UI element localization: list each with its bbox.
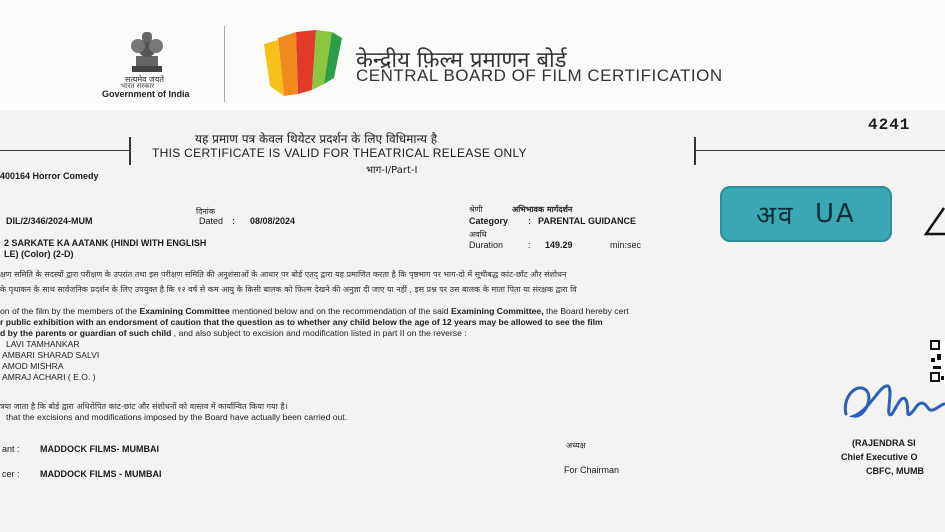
para-text: on of the film by the members of the xyxy=(0,306,140,316)
committee-member: AMBARI SHARAD SALVI xyxy=(2,350,100,360)
applicant-label: ant : xyxy=(2,444,20,454)
paragraph-english-line3 xyxy=(0,328,467,338)
signatory-office: CBFC, MUMB xyxy=(866,466,924,476)
part-label: भाग-I/Part-I xyxy=(366,165,418,176)
category-colon: : xyxy=(528,216,531,226)
film-title-line1: 2 SARKATE KA AATANK (HINDI WITH ENGLISH xyxy=(4,238,207,248)
dated-value: 08/08/2024 xyxy=(250,216,296,226)
dated-hindi-label: दिनांक xyxy=(196,207,215,216)
para-bold: Examining Committee, xyxy=(450,306,544,316)
duration-unit: min:sec xyxy=(610,240,642,250)
excision-english: that the excisions and modifications imposed by the Board have actually been carried out. xyxy=(6,412,348,422)
validity-hindi: यह प्रमाण पत्र केवल थियेटर प्रदर्शन के लिए विधिमान्य है xyxy=(195,132,438,146)
excision-hindi: त्रया जाता है कि बोर्ड द्वारा अधिरोपित कांट-छांट और संशोधनों को वास्तव में कार्यान्वित किया गया है। xyxy=(0,402,288,411)
committee-member: AMOD MISHRA xyxy=(2,361,64,371)
producer-label: cer : xyxy=(2,469,20,479)
government-label: Government of India xyxy=(102,89,190,99)
national-emblem-icon xyxy=(118,26,176,78)
para-text: mentioned below and on the recommendation of the said xyxy=(229,306,451,316)
applicant-value: MADDOCK FILMS- MUMBAI xyxy=(40,444,159,454)
film-title-line2: LE) (Color) (2-D) xyxy=(4,249,74,259)
header-divider xyxy=(224,26,225,102)
para-bold: Examining Committee xyxy=(139,306,230,316)
para-text: the Board hereby cert xyxy=(543,306,629,316)
org-name-hindi: केन्द्रीय फ़िल्म प्रमाणन बोर्ड xyxy=(356,48,567,73)
para-text: , and also subject to excision and modification listed in part II on the reverse : xyxy=(171,328,467,338)
chairman-hindi: अध्यक्ष xyxy=(566,441,586,450)
cbfc-logo-icon xyxy=(262,28,344,98)
rating-hindi: अव xyxy=(756,201,795,231)
duration-value: 149.29 xyxy=(545,240,573,250)
rating-english: UA xyxy=(815,199,856,229)
paragraph-hindi-1: क्षण समिति के सदस्यों द्वारा परीक्षण के उपरांत तथा इस परीक्षण समिति की अनुशंसाओं के आधार पर बोर्ड एतद् द्वारा यह प्रमाणित करता है कि पृष्ठभाग पर भाग-दो में सूचीबद्ध कांट-छाँट और संशोधन xyxy=(0,270,567,279)
category-hindi-value: अभिभावक मार्गदर्शन xyxy=(512,205,573,214)
emblem-motto: सत्यमेव जयते xyxy=(125,75,164,84)
chairman-english: For Chairman xyxy=(564,465,620,475)
org-name-english: CENTRAL BOARD OF FILM CERTIFICATION xyxy=(356,66,723,85)
warning-triangle-icon xyxy=(924,206,945,236)
emblem-hindi-label: भारत सरकार xyxy=(121,83,155,90)
category-hindi-label: श्रेणी xyxy=(469,205,483,214)
duration-label: Duration xyxy=(469,240,504,250)
paragraph-english-line1 xyxy=(0,306,629,316)
committee-member: AMRAJ ACHARI ( E.O. ) xyxy=(2,372,96,382)
signatory-title: Chief Executive O xyxy=(841,452,918,462)
banner-tick-left xyxy=(129,137,131,165)
duration-hindi-label: अवधि xyxy=(469,230,487,239)
rating-badge xyxy=(720,186,892,242)
category-value: PARENTAL GUIDANCE xyxy=(538,216,637,226)
paragraph-hindi-2: के पृथाकन के साथ सार्वजनिक प्रदर्शन के लिए उपयुक्त है कि १२ वर्ष से कम आयु के किसी बालक को फिल्म देखने की अनुज्ञा दी जाए या नहीं , इस प्रश्न पर उस बालक के माता पिता या संरक्षक द्वारा वि xyxy=(0,285,577,294)
committee-member: LAVI TAMHANKAR xyxy=(6,339,80,349)
banner-rule-right xyxy=(695,150,945,151)
para-bold: d by the parents or guardian of such child xyxy=(0,328,172,338)
banner-tick-right xyxy=(694,137,696,165)
signatory-name: (RAJENDRA SI xyxy=(852,438,916,448)
banner-rule-left xyxy=(0,150,130,151)
dated-label: Dated xyxy=(199,216,224,226)
file-number: DIL/2/346/2024-MUM xyxy=(6,216,93,226)
certificate-number: 4241 xyxy=(868,116,911,134)
dated-colon: : xyxy=(232,216,235,226)
paragraph-english-line2: r public exhibition with an endorsment of caution that the question as to whether any child below the age of 12 years may be allowed to see the film xyxy=(0,317,603,327)
validity-english: THIS CERTIFICATE IS VALID FOR THEATRICAL RELEASE ONLY xyxy=(152,146,527,160)
signature-image xyxy=(840,374,945,432)
duration-colon: : xyxy=(528,240,531,250)
category-label: Category xyxy=(469,216,509,226)
producer-value: MADDOCK FILMS - MUMBAI xyxy=(40,469,162,479)
genre-line: 400164 Horror Comedy xyxy=(0,171,99,181)
